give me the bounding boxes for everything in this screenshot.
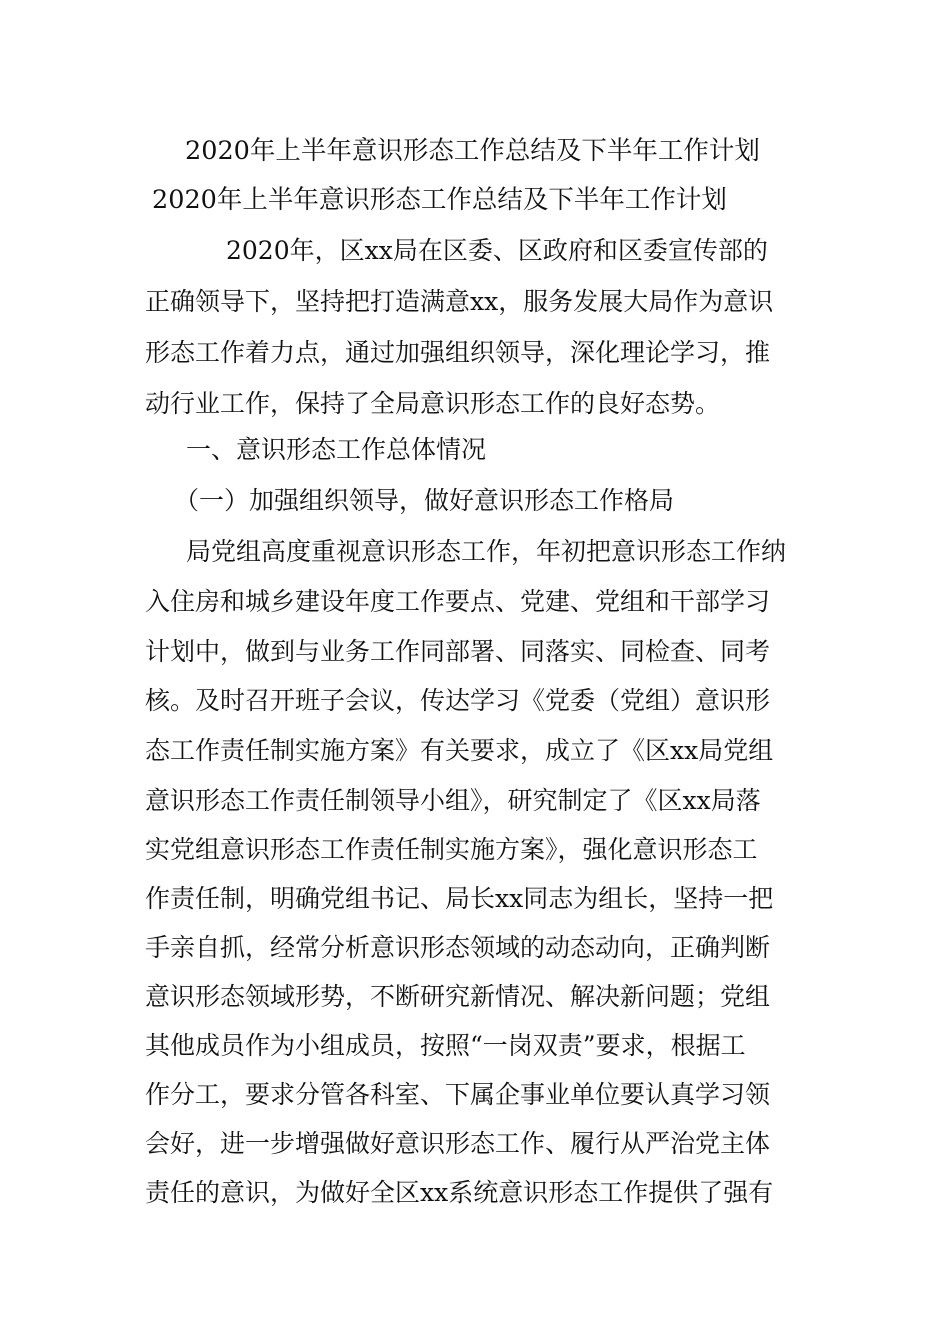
body-paragraph-line: 手亲自抓，经常分析意识形态领域的动态动向，正确判断 xyxy=(145,933,771,962)
subsection-heading: （一）加强组织领导，做好意识形态工作格局 xyxy=(174,486,675,515)
body-paragraph-line: 作分工，要求分管各科室、下属企事业单位要认真学习领 xyxy=(145,1080,771,1109)
body-paragraph-line: 局党组高度重视意识形态工作，年初把意识形态工作纳 xyxy=(186,537,787,566)
body-paragraph-line: 入住房和城乡建设年度工作要点、党建、党组和干部学习 xyxy=(145,587,771,616)
body-paragraph-line: 核。及时召开班子会议，传达学习《党委（党组）意识形 xyxy=(145,686,771,715)
body-paragraph-line: 计划中，做到与业务工作同部署、同落实、同检查、同考 xyxy=(145,637,771,666)
body-paragraph-line: 意识形态工作责任制领导小组》，研究制定了《区xx局落 xyxy=(145,786,761,815)
intro-paragraph-line: 正确领导下，坚持把打造满意xx，服务发展大局作为意识 xyxy=(145,287,774,316)
document-title-repeat: 2020年上半年意识形态工作总结及下半年工作计划 xyxy=(152,185,727,215)
intro-paragraph-line: 动行业工作，保持了全局意识形态工作的良好态势。 xyxy=(145,389,721,418)
body-paragraph-line: 其他成员作为小组成员，按照“一岗双责”要求，根据工 xyxy=(145,1031,746,1060)
body-paragraph-line: 责任的意识，为做好全区xx系统意识形态工作提供了强有 xyxy=(145,1178,774,1207)
document-title: 2020年上半年意识形态工作总结及下半年工作计划 xyxy=(185,136,760,166)
section-heading: 一、意识形态工作总体情况 xyxy=(186,435,487,464)
body-paragraph-line: 作责任制，明确党组书记、局长xx同志为组长，坚持一把 xyxy=(145,884,774,913)
body-paragraph-line: 态工作责任制实施方案》有关要求，成立了《区xx局党组 xyxy=(145,736,774,765)
body-paragraph-line: 意识形态领域形势，不断研究新情况、解决新问题；党组 xyxy=(145,982,771,1011)
body-paragraph-line: 会好，进一步增强做好意识形态工作、履行从严治党主体 xyxy=(145,1129,771,1158)
body-paragraph-line: 实党组意识形态工作责任制实施方案》，强化意识形态工 xyxy=(145,835,758,864)
intro-paragraph-line: 形态工作着力点，通过加强组织领导，深化理论学习，推 xyxy=(145,338,771,367)
intro-paragraph-line: 2020年，区xx局在区委、区政府和区委宣传部的 xyxy=(226,236,768,265)
